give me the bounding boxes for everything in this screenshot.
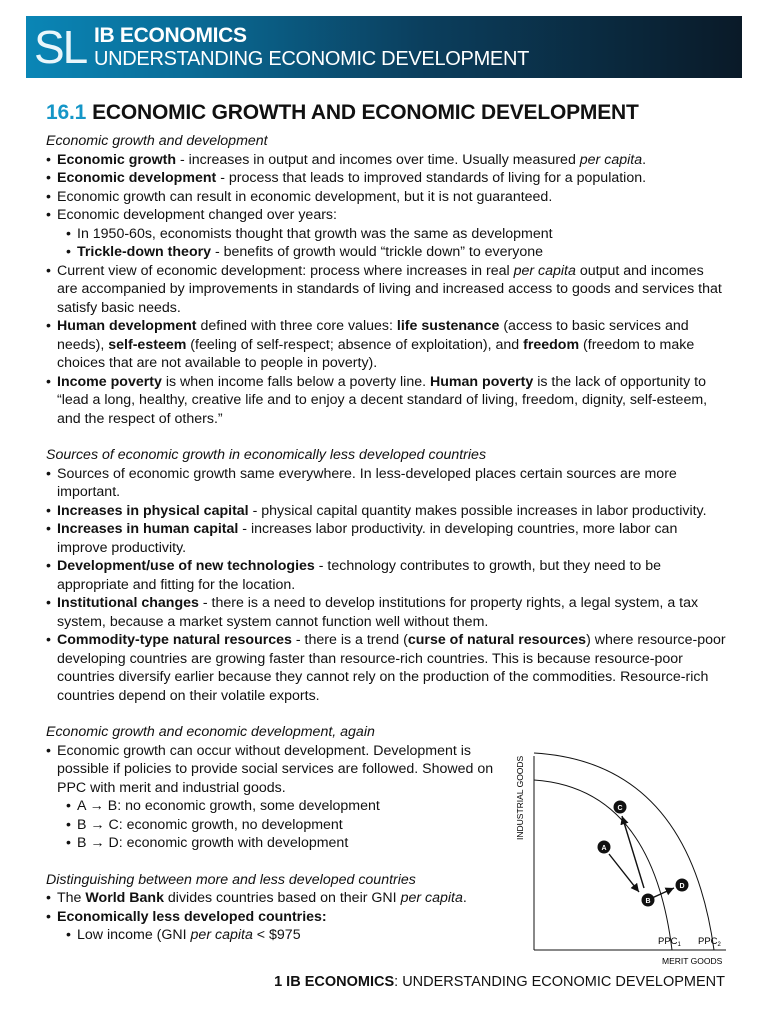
subsection-title: Economic growth and economic development, again (46, 724, 375, 740)
bullet-list (46, 151, 726, 429)
list-item: • Commodity-type natural resources - there is a trend (curse of natural resources) where resource-poor developing countries are growing faster than resource-rich countries. This is because resource-poor countries diversify earlier because they cannot rely on the production of the commodities. Resource-rich countries depend on their volatile exports. (46, 631, 726, 705)
list-item: • A → B: no economic growth, some development (66, 797, 496, 816)
sub-list (46, 225, 726, 262)
subsection-title: Sources of economic growth in economically less developed countries (46, 447, 487, 463)
list-item: • B → C: economic growth, no development (66, 816, 496, 835)
list-item: • Economically less developed countries: (46, 908, 496, 927)
page-title (46, 100, 726, 126)
level-badge: SL (34, 21, 87, 73)
list-item: • Sources of economic growth same everywhere. In less-developed places certain sources are more important. (46, 465, 726, 502)
banner-subtitle: UNDERSTANDING ECONOMIC DEVELOPMENT (94, 48, 530, 70)
arrow-b-d (652, 888, 674, 898)
footer-bold: 1 IB ECONOMICS (274, 974, 395, 990)
point-a (598, 841, 611, 854)
subsection-title: Distinguishing between more and less developed countries (46, 871, 416, 888)
svg-text:C: C (617, 805, 623, 812)
left-column (46, 723, 496, 945)
list-item: • Increases in human capital - increases labor productivity. in developing countries, more labor can improve productivity. (46, 520, 726, 557)
header-banner (26, 16, 742, 78)
ppc2-label: $PPC_2$ (698, 936, 721, 948)
y-axis-label: INDUSTRIAL GOODS (515, 755, 525, 840)
list-item: • Economic growth can result in economic development, but it is not guaranteed. (46, 188, 726, 207)
ppc-diagram (512, 748, 732, 970)
svg-text:B: B (645, 898, 651, 905)
ppc-curve-2 (534, 753, 714, 950)
sub-list (46, 926, 496, 945)
bullet-list (46, 465, 726, 706)
list-item: • In 1950-60s, economists thought that growth was the same as development (66, 225, 726, 244)
list-item: • Economic growth - increases in output and incomes over time. Usually measured per capita. (46, 151, 726, 170)
svg-text:A: A (601, 845, 607, 852)
list-item: • Economic development changed over years: (46, 206, 726, 225)
bullet-list (46, 742, 496, 853)
section-title: ECONOMIC GROWTH AND ECONOMIC DEVELOPMENT (92, 101, 639, 124)
section-number: 16.1 (46, 101, 87, 124)
ppc1-label: $PPC_1$ (658, 936, 681, 948)
list-item: • Current view of economic development: process where increases in real per capita output and incomes are accompanied by improvements in standards of living and increased access to goods and services that satisfy basic needs. (46, 262, 726, 318)
list-item: • Institutional changes - there is a need to develop institutions for property rights, a legal system, a tax system, because a market system cannot function well without them. (46, 594, 726, 631)
bullet-list (46, 889, 496, 945)
list-item: • B → D: economic growth with development (66, 834, 496, 853)
list-item: • Trickle-down theory - benefits of growth would “trickle down” to everyone (66, 243, 726, 262)
ppc-curve-1 (534, 780, 672, 950)
list-item: • Low income (GNI per capita < $975 (66, 926, 496, 945)
x-axis-label: MERIT GOODS (662, 956, 723, 966)
page-footer (230, 974, 725, 990)
subsection-title: Economic growth and development (46, 133, 268, 149)
list-item: • The World Bank divides countries based on their GNI per capita. (46, 889, 496, 908)
point-c (614, 801, 627, 814)
list-item: • Economic development - process that leads to improved standards of living for a population. (46, 169, 726, 188)
footer-text: : UNDERSTANDING ECONOMIC DEVELOPMENT (394, 974, 725, 990)
point-d (676, 879, 689, 892)
list-item: • Development/use of new technologies - technology contributes to growth, but they need to be appropriate and fitting for the location. (46, 557, 726, 594)
arrow-b-c (622, 816, 644, 888)
arrow-a-b (609, 854, 639, 892)
svg-text:D: D (679, 883, 685, 890)
list-item: • Income poverty is when income falls below a poverty line. Human poverty is the lack of opportunity to “lead a long, healthy, creative life and to enjoy a decent standard of living, freedom, dignity, self-esteem, and the respect of others.” (46, 373, 726, 429)
list-item: • Increases in physical capital - physical capital quantity makes possible increases in labor productivity. (46, 502, 726, 521)
list-item: • Human development defined with three core values: life sustenance (access to basic services and needs), self-esteem (feeling of self-respect; absence of exploitation), and freedom (freedom to make choices that are not available to people in poverty). (46, 317, 726, 373)
point-b (642, 894, 655, 907)
sub-list (46, 797, 496, 853)
banner-title: IB ECONOMICS (94, 24, 247, 47)
list-item: • Economic growth can occur without development. Development is possible if policies to provide social services are followed. Showed on PPC with merit and industrial goods. (46, 742, 496, 798)
